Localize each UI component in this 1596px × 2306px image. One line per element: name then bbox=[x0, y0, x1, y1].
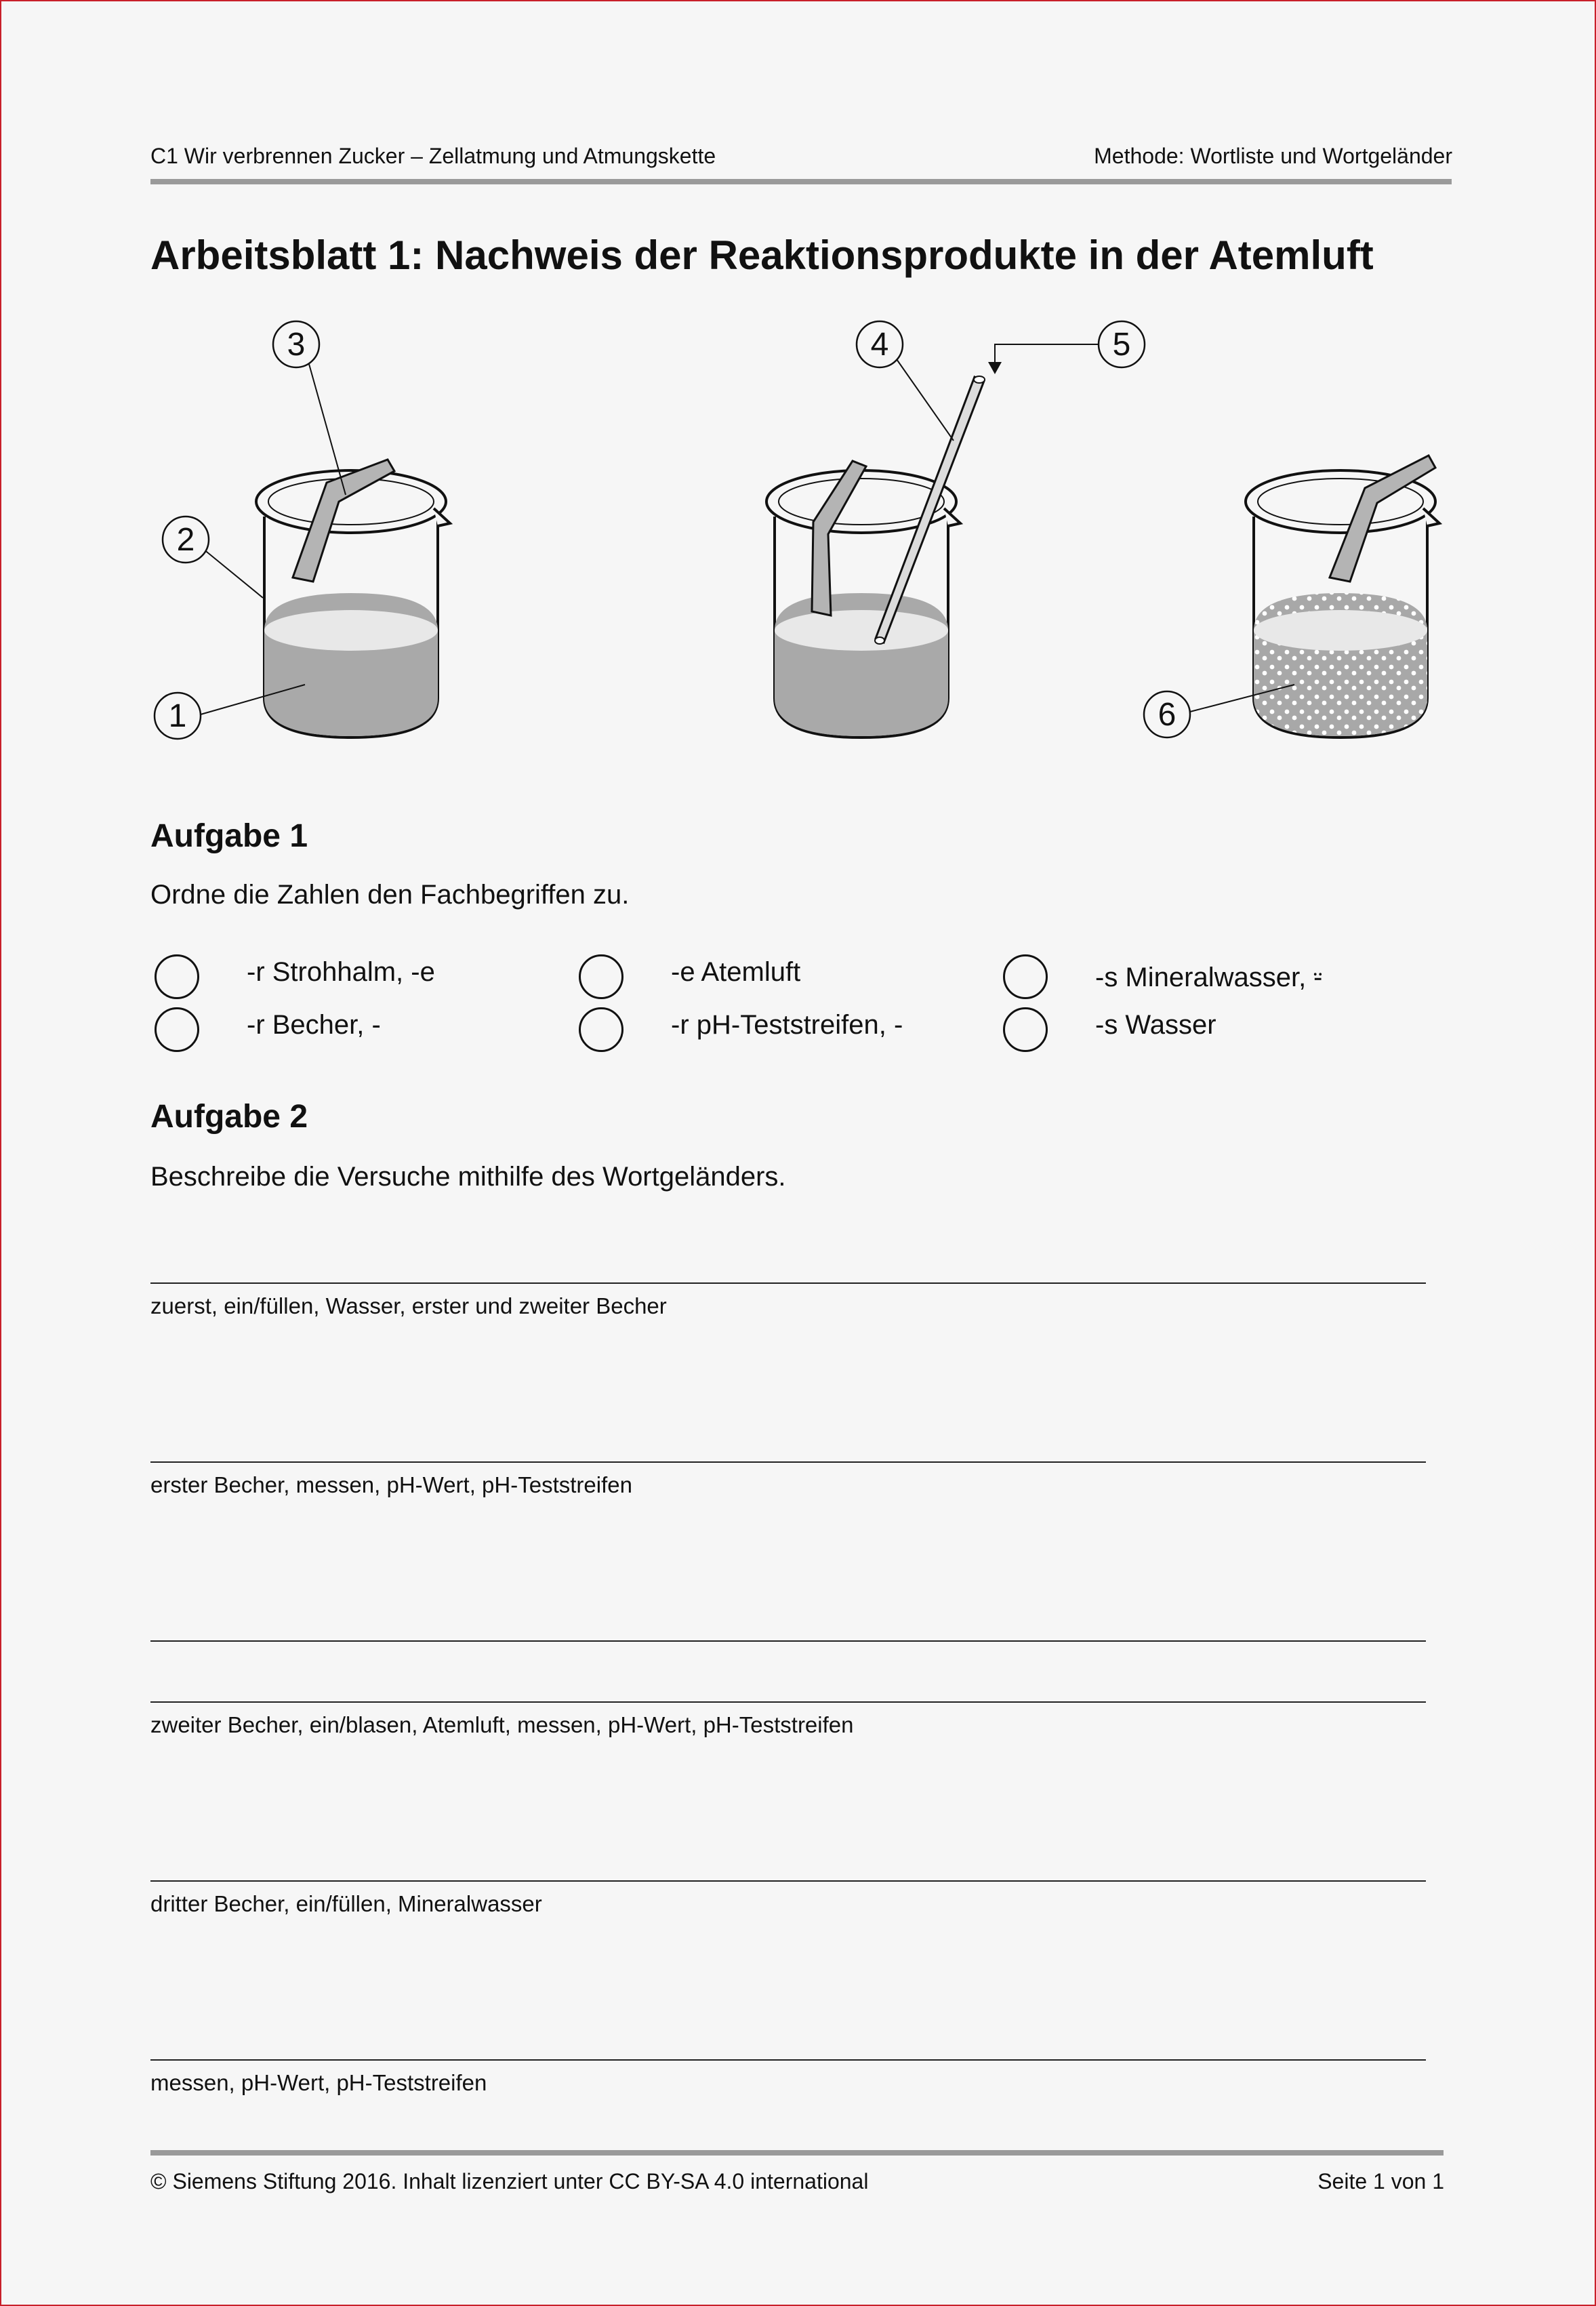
label-2 bbox=[163, 517, 209, 563]
label-1 bbox=[155, 693, 201, 739]
cue-2: erster Becher, messen, pH-Wert, pH-Teststreifen bbox=[150, 1472, 632, 1497]
label-5-text: 5 bbox=[1112, 327, 1131, 363]
writing-line[interactable] bbox=[150, 1701, 1426, 1703]
writing-line[interactable] bbox=[150, 2059, 1426, 2061]
header-left: C1 Wir verbrennen Zucker – Zellatmung und Atmungskette bbox=[150, 144, 716, 168]
label-6 bbox=[1144, 691, 1190, 737]
page-title: Arbeitsblatt 1: Nachweis der Reaktionsprodukte in der Atemluft bbox=[150, 232, 1374, 278]
term-becher: -r Becher, - bbox=[247, 1010, 381, 1040]
label-6-text: 6 bbox=[1158, 697, 1176, 733]
task2-heading: Aufgabe 2 bbox=[150, 1099, 308, 1135]
term-strohhalm: -r Strohhalm, -e bbox=[247, 957, 435, 987]
footer-right: Seite 1 von 1 bbox=[1317, 2169, 1444, 2193]
label-4-text: 4 bbox=[870, 327, 889, 363]
label-4 bbox=[857, 321, 903, 367]
label-3 bbox=[273, 321, 319, 367]
label-5 bbox=[1099, 321, 1145, 367]
answer-circle-strohhalm[interactable] bbox=[155, 954, 199, 999]
cue-4: dritter Becher, ein/füllen, Mineralwasser bbox=[150, 1891, 542, 1916]
writing-line[interactable] bbox=[150, 1640, 1426, 1642]
task1-heading: Aufgabe 1 bbox=[150, 818, 308, 854]
beaker-figure bbox=[136, 305, 1464, 752]
answer-circle-teststreifen[interactable] bbox=[579, 1007, 623, 1052]
label-1-text: 1 bbox=[168, 698, 187, 734]
term-mineralwasser: -s Mineralwasser, ⸚ bbox=[1095, 963, 1323, 992]
answer-circle-wasser[interactable] bbox=[1003, 1007, 1048, 1052]
beaker-2 bbox=[766, 376, 985, 737]
task2-instruction: Beschreibe die Versuche mithilfe des Wortgeländers. bbox=[150, 1162, 786, 1192]
label-3-text: 3 bbox=[287, 327, 306, 363]
writing-line[interactable] bbox=[150, 1880, 1426, 1882]
cue-3: zweiter Becher, ein/blasen, Atemluft, messen, pH-Wert, pH-Teststreifen bbox=[150, 1712, 854, 1737]
beaker-3 bbox=[1246, 456, 1439, 737]
footer-rule bbox=[150, 2150, 1444, 2156]
term-wasser: -s Wasser bbox=[1095, 1010, 1216, 1040]
footer-left: © Siemens Stiftung 2016. Inhalt lizenziert unter CC BY-SA 4.0 international bbox=[150, 2169, 869, 2193]
term-teststreifen: -r pH-Teststreifen, - bbox=[671, 1010, 903, 1040]
label-2-text: 2 bbox=[176, 522, 195, 558]
beaker-1 bbox=[256, 460, 450, 737]
task1-instruction: Ordne die Zahlen den Fachbegriffen zu. bbox=[150, 880, 630, 910]
writing-line[interactable] bbox=[150, 1461, 1426, 1463]
writing-line[interactable] bbox=[150, 1282, 1426, 1284]
cue-5: messen, pH-Wert, pH-Teststreifen bbox=[150, 2070, 487, 2095]
answer-circle-becher[interactable] bbox=[155, 1007, 199, 1052]
answer-circle-atemluft[interactable] bbox=[579, 954, 623, 999]
header-right: Methode: Wortliste und Wortgeländer bbox=[1094, 144, 1452, 168]
arrow-head bbox=[988, 362, 1002, 374]
answer-circle-mineralwasser[interactable] bbox=[1003, 954, 1048, 999]
term-atemluft: -e Atemluft bbox=[671, 957, 801, 987]
cue-1: zuerst, ein/füllen, Wasser, erster und zweiter Becher bbox=[150, 1293, 667, 1318]
header-rule bbox=[150, 179, 1452, 184]
